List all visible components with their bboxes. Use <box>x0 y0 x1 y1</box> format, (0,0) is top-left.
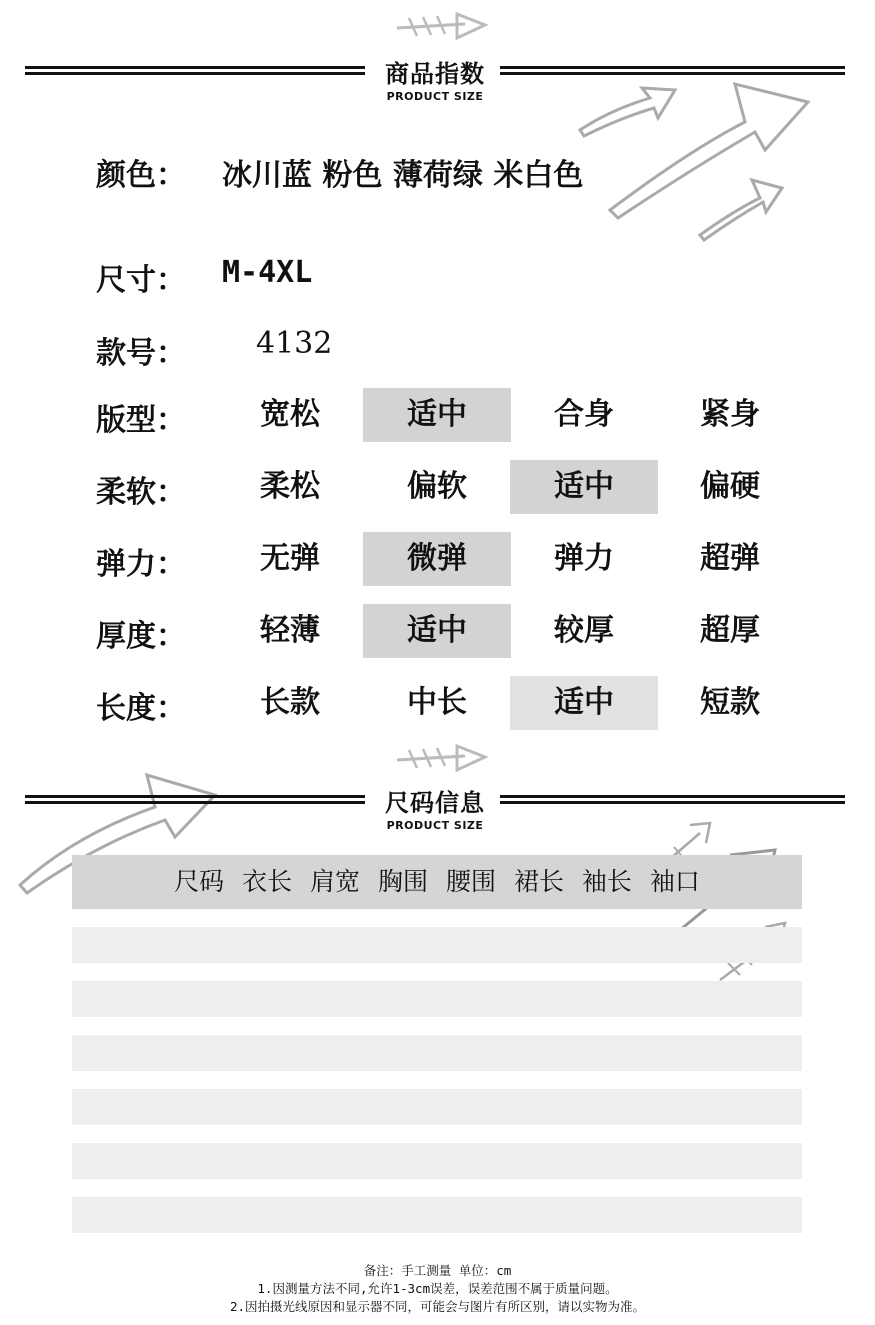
table-header-cell: 腰围 <box>445 867 496 896</box>
table-header-cell: 袖口 <box>649 867 700 896</box>
attribute-option: 弹力 <box>554 541 614 576</box>
attribute-option: 超厚 <box>700 613 760 648</box>
table-header-cell: 裙长 <box>513 867 564 896</box>
attribute-label: 版型： <box>96 403 186 438</box>
attribute-option: 超弹 <box>700 541 760 576</box>
attribute-option: 中长 <box>407 685 467 720</box>
attribute-option-selected: 微弹 <box>363 532 511 586</box>
attribute-option-selected: 适中 <box>510 676 658 730</box>
measurement-notes <box>0 1262 875 1316</box>
section-title: 商品指数 <box>385 60 485 88</box>
note-line: 1.因测量方法不同,允许1-3cm误差，误差范围不属于质量问题。 <box>257 1281 618 1296</box>
attribute-option: 合身 <box>554 397 614 432</box>
attribute-row-thickness <box>96 604 816 658</box>
style-number-value: 4132 <box>256 326 333 361</box>
table-row <box>72 927 802 963</box>
section-header-size-info <box>25 789 845 832</box>
note-line: 2.因拍摄光线原因和显示器不同，可能会与图片有所区别，请以实物为准。 <box>229 1299 646 1314</box>
color-value: 冰川蓝 粉色 薄荷绿 米白色 <box>222 158 584 193</box>
table-row <box>72 1143 802 1179</box>
attribute-option: 偏软 <box>407 469 467 504</box>
attribute-option: 轻薄 <box>260 613 320 648</box>
attribute-row-elasticity <box>96 532 816 586</box>
note-line: 备注：手工测量 单位：cm <box>363 1263 512 1278</box>
attribute-option: 偏硬 <box>700 469 760 504</box>
table-header-cell: 尺码 <box>174 867 225 896</box>
size-label: 尺寸： <box>96 263 186 298</box>
table-row <box>72 1035 802 1071</box>
size-table-header <box>72 855 802 909</box>
table-header-cell: 衣长 <box>242 867 293 896</box>
table-row <box>72 1197 802 1233</box>
attribute-option: 无弹 <box>260 541 320 576</box>
style-number-label: 款号： <box>96 336 186 371</box>
table-header-cell: 胸围 <box>378 867 429 896</box>
attribute-option: 短款 <box>700 685 760 720</box>
section-header-product-index <box>25 60 845 103</box>
size-value: M-4XL <box>222 255 313 290</box>
attribute-label: 弹力： <box>96 547 186 582</box>
table-header-cell: 肩宽 <box>310 867 361 896</box>
table-header-cell: 袖长 <box>581 867 632 896</box>
table-row <box>72 1089 802 1125</box>
attribute-row-length <box>96 676 816 730</box>
color-label: 颜色： <box>96 158 186 193</box>
table-row <box>72 981 802 1017</box>
attribute-option: 紧身 <box>700 397 760 432</box>
attribute-option: 较厚 <box>554 613 614 648</box>
attribute-option: 长款 <box>260 685 320 720</box>
section-title: 尺码信息 <box>385 789 485 817</box>
attribute-option-selected: 适中 <box>363 388 511 442</box>
arrow-decoration-mid <box>395 740 490 775</box>
attribute-row-fit <box>96 388 816 442</box>
attribute-option: 宽松 <box>260 397 320 432</box>
section-subtitle: PRODUCT SIZE <box>386 90 484 103</box>
attribute-option: 柔松 <box>260 469 320 504</box>
arrow-decoration-top <box>395 8 490 43</box>
attribute-label: 厚度： <box>96 619 186 654</box>
attribute-option-selected: 适中 <box>510 460 658 514</box>
section-subtitle: PRODUCT SIZE <box>386 819 484 832</box>
attribute-row-softness <box>96 460 816 514</box>
attribute-option-selected: 适中 <box>363 604 511 658</box>
attribute-label: 柔软： <box>96 475 186 510</box>
attribute-label: 长度： <box>96 691 186 726</box>
